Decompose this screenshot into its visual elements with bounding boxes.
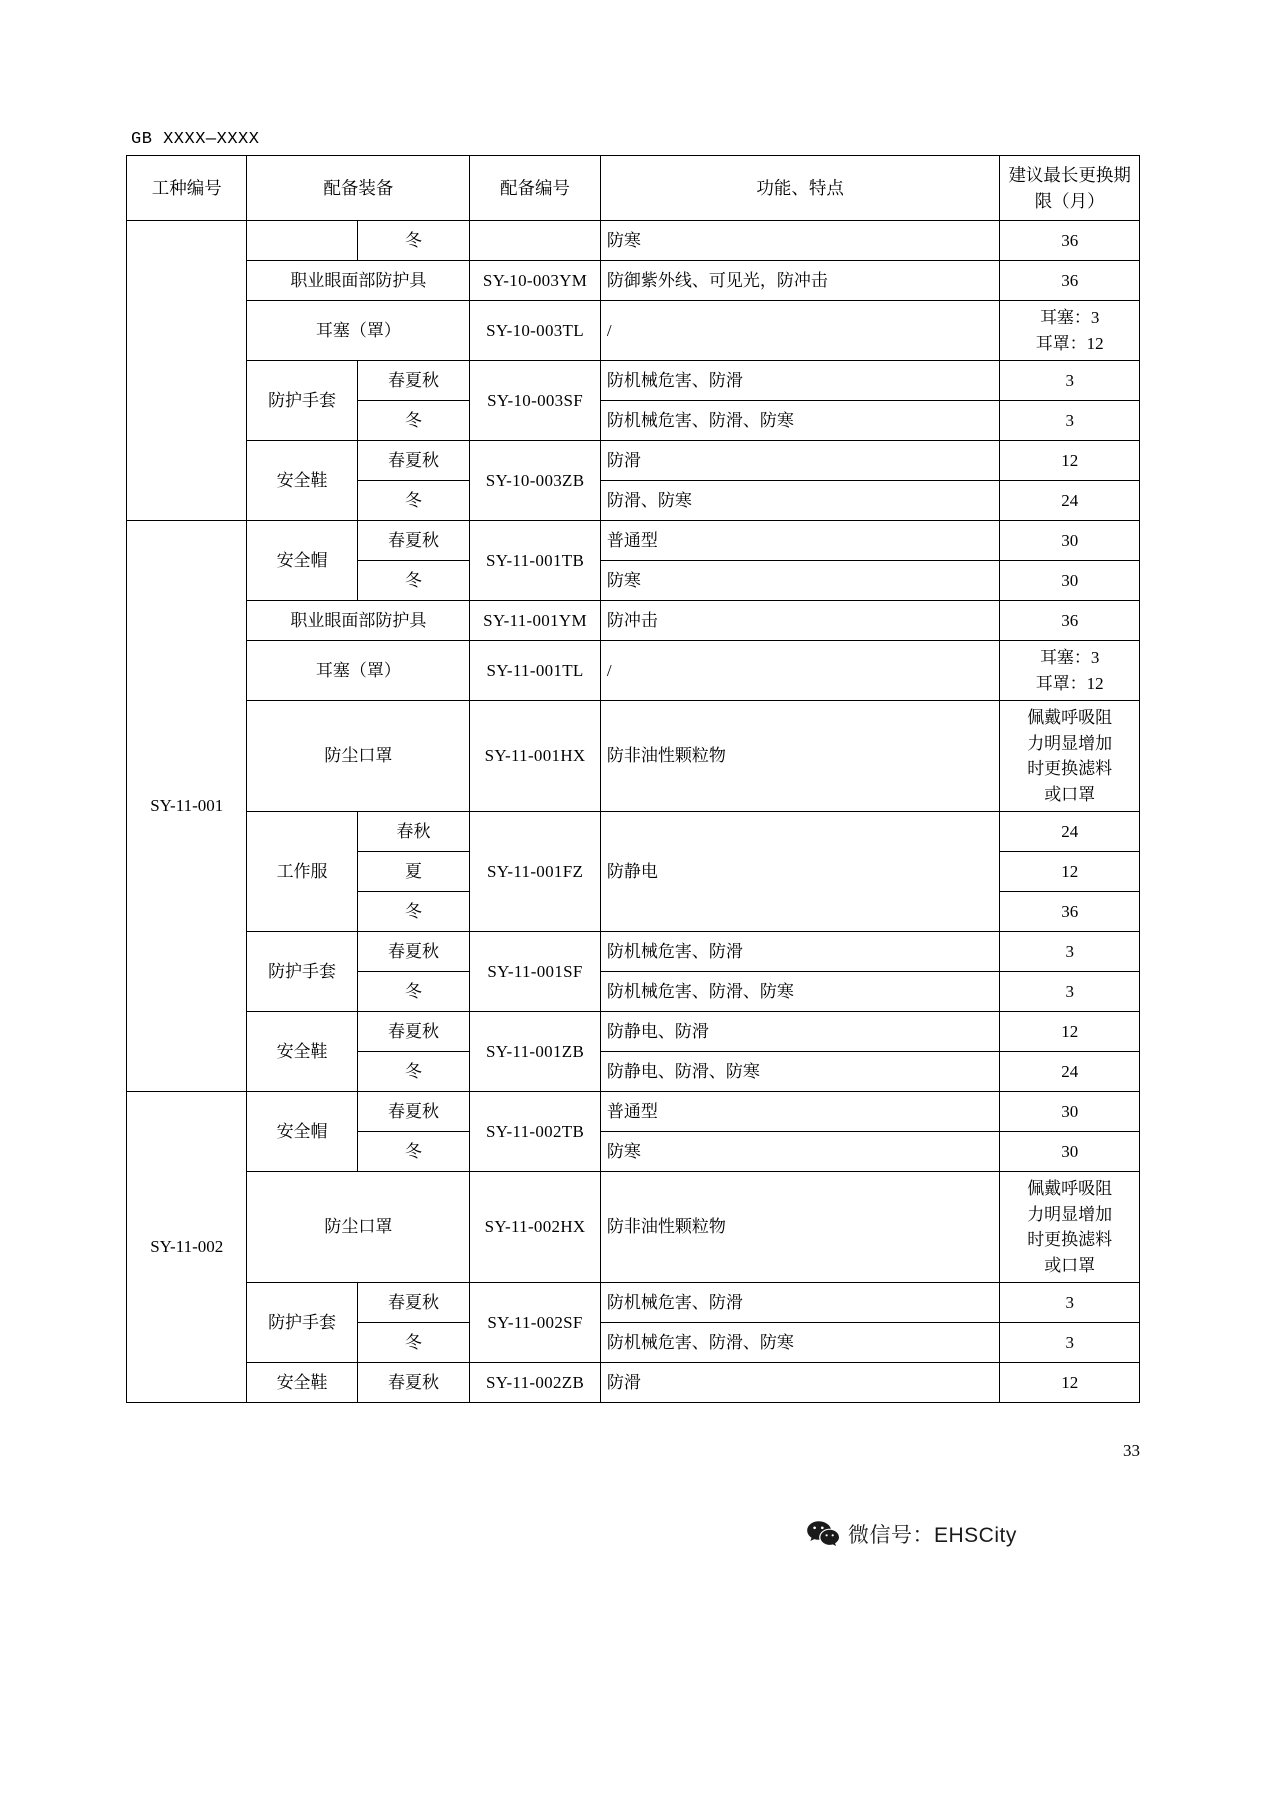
- cell-equipment-code: SY-10-003SF: [470, 361, 601, 441]
- table-row: [127, 1283, 1140, 1323]
- cell-season: 春夏秋: [357, 1363, 470, 1403]
- cell-equipment-code: SY-11-001TB: [470, 521, 601, 601]
- cell-period: 3: [1000, 932, 1140, 972]
- cell-equipment-code: SY-11-002SF: [470, 1283, 601, 1363]
- cell-period: 3: [1000, 1323, 1140, 1363]
- cell-function: 防寒: [600, 561, 1000, 601]
- cell-function: 防滑: [600, 441, 1000, 481]
- cell-period: 36: [1000, 892, 1140, 932]
- cell-equipment: 安全帽: [247, 521, 357, 601]
- table-row: [127, 221, 1140, 261]
- cell-period: 3: [1000, 972, 1140, 1012]
- cell-period: 36: [1000, 221, 1140, 261]
- cell-season: 春夏秋: [357, 1283, 470, 1323]
- cell-season: 冬: [357, 1052, 470, 1092]
- cell-period: 12: [1000, 441, 1140, 481]
- cell-equipment: 防尘口罩: [247, 701, 470, 812]
- cell-period: [1000, 301, 1140, 361]
- cell-function: 防冲击: [600, 601, 1000, 641]
- cell-function: 防非油性颗粒物: [600, 701, 1000, 812]
- cell-season: 春夏秋: [357, 932, 470, 972]
- cell-function: 防滑、防寒: [600, 481, 1000, 521]
- cell-period-line: 耳罩：12: [1035, 673, 1104, 693]
- table-row: [127, 932, 1140, 972]
- cell-function: 防静电: [600, 812, 1000, 932]
- cell-period-line: 佩戴呼吸阻: [1027, 708, 1113, 727]
- cell-equipment-code: SY-11-001FZ: [470, 812, 601, 932]
- cell-function: 防静电、防滑、防寒: [600, 1052, 1000, 1092]
- cell-equipment-code: SY-11-001ZB: [470, 1012, 601, 1092]
- cell-equipment-code: SY-11-001YM: [470, 601, 601, 641]
- cell-equipment-code: SY-10-003ZB: [470, 441, 601, 521]
- cell-season: 春夏秋: [357, 441, 470, 481]
- cell-season: 冬: [357, 1132, 470, 1172]
- cell-season: 冬: [357, 561, 470, 601]
- cell-equipment: 安全鞋: [247, 441, 357, 521]
- cell-period-line: 耳罩：12: [1035, 333, 1104, 353]
- footer-label-text: 微信号：: [848, 1524, 934, 1547]
- cell-period: 36: [1000, 601, 1140, 641]
- cell-equipment: 耳塞（罩）: [247, 641, 470, 701]
- cell-equipment: [247, 221, 357, 261]
- cell-equipment-code: SY-11-002ZB: [470, 1363, 601, 1403]
- cell-equipment-code: SY-10-003TL: [470, 301, 601, 361]
- table-header-row: [127, 156, 1140, 221]
- cell-job-code: SY-11-001: [127, 521, 247, 1092]
- cell-season: 夏: [357, 852, 470, 892]
- cell-season: 冬: [357, 972, 470, 1012]
- cell-period-line: 耳塞：3: [1039, 648, 1100, 667]
- col-header-job-code: 工种编号: [127, 156, 247, 221]
- cell-equipment: 安全鞋: [247, 1012, 357, 1092]
- col-header-equipment: 配备装备: [247, 156, 470, 221]
- cell-period-line: 时更换滤料: [1027, 1230, 1113, 1249]
- footer-watermark: [806, 1519, 1017, 1549]
- cell-period-line: 佩戴呼吸阻: [1027, 1179, 1113, 1198]
- cell-equipment-code: SY-11-002HX: [470, 1172, 601, 1283]
- cell-equipment: 防护手套: [247, 1283, 357, 1363]
- cell-season: 春夏秋: [357, 1012, 470, 1052]
- table-row: [127, 1172, 1140, 1283]
- cell-period: 24: [1000, 481, 1140, 521]
- table-row: [127, 441, 1140, 481]
- cell-period: [1000, 701, 1140, 812]
- table-row: [127, 521, 1140, 561]
- ppe-allocation-table: [126, 155, 1140, 1403]
- cell-function: 防滑: [600, 1363, 1000, 1403]
- cell-function: /: [600, 641, 1000, 701]
- cell-function: /: [600, 301, 1000, 361]
- table-row: [127, 601, 1140, 641]
- cell-equipment: 工作服: [247, 812, 357, 932]
- cell-function: 防机械危害、防滑: [600, 361, 1000, 401]
- cell-equipment: 耳塞（罩）: [247, 301, 470, 361]
- cell-period-line: 力明显增加: [1027, 1204, 1113, 1224]
- wechat-icon: [806, 1520, 840, 1548]
- cell-period: 30: [1000, 561, 1140, 601]
- cell-equipment-code: [470, 221, 601, 261]
- cell-function: 防机械危害、防滑、防寒: [600, 1323, 1000, 1363]
- cell-season: 春夏秋: [357, 521, 470, 561]
- cell-period: [1000, 1172, 1140, 1283]
- cell-function: 普通型: [600, 1092, 1000, 1132]
- cell-season: 冬: [357, 1323, 470, 1363]
- table-row: [127, 1012, 1140, 1052]
- cell-season: 春夏秋: [357, 361, 470, 401]
- cell-equipment: 职业眼面部防护具: [247, 601, 470, 641]
- cell-function: 防静电、防滑: [600, 1012, 1000, 1052]
- cell-period: 12: [1000, 852, 1140, 892]
- cell-period-line: 力明显增加: [1027, 733, 1113, 753]
- cell-period: 3: [1000, 361, 1140, 401]
- cell-function: 防寒: [600, 1132, 1000, 1172]
- footer-brand-text: EHSCity: [934, 1524, 1017, 1547]
- cell-period-line: 时更换滤料: [1027, 759, 1113, 778]
- cell-function: 防非油性颗粒物: [600, 1172, 1000, 1283]
- cell-period-line: 或口罩: [1044, 1255, 1096, 1275]
- cell-period: 12: [1000, 1363, 1140, 1403]
- cell-season: 春秋: [357, 812, 470, 852]
- cell-season: 冬: [357, 892, 470, 932]
- page-number: 33: [1123, 1441, 1140, 1460]
- cell-period-line: 或口罩: [1044, 784, 1096, 804]
- cell-job-code: SY-11-002: [127, 1092, 247, 1403]
- table-row: [127, 1363, 1140, 1403]
- cell-equipment: 防尘口罩: [247, 1172, 470, 1283]
- cell-equipment: 防护手套: [247, 361, 357, 441]
- table-row: [127, 812, 1140, 852]
- cell-equipment-code: SY-11-002TB: [470, 1092, 601, 1172]
- cell-season: 冬: [357, 481, 470, 521]
- cell-period: 30: [1000, 1092, 1140, 1132]
- cell-function: 防机械危害、防滑: [600, 932, 1000, 972]
- cell-equipment-code: SY-10-003YM: [470, 261, 601, 301]
- cell-period: 30: [1000, 1132, 1140, 1172]
- table-row: [127, 1092, 1140, 1132]
- cell-function: 防机械危害、防滑、防寒: [600, 972, 1000, 1012]
- cell-period-line: 耳塞：3: [1039, 308, 1100, 327]
- col-header-function: 功能、特点: [600, 156, 1000, 221]
- cell-period: 24: [1000, 812, 1140, 852]
- cell-function: 防御紫外线、可见光，防冲击: [600, 261, 1000, 301]
- standard-code-header: GB XXXX—XXXX: [131, 130, 260, 149]
- cell-period: 3: [1000, 1283, 1140, 1323]
- cell-function: 防机械危害、防滑、防寒: [600, 401, 1000, 441]
- col-header-equipment-code: 配备编号: [470, 156, 601, 221]
- cell-equipment: 安全鞋: [247, 1363, 357, 1403]
- footer-wechat-label: [848, 1519, 1017, 1549]
- cell-equipment: 安全帽: [247, 1092, 357, 1172]
- cell-period: 3: [1000, 401, 1140, 441]
- cell-period: 12: [1000, 1012, 1140, 1052]
- cell-equipment-code: SY-11-001TL: [470, 641, 601, 701]
- cell-job-code: [127, 221, 247, 521]
- cell-season: 春夏秋: [357, 1092, 470, 1132]
- table-row: [127, 261, 1140, 301]
- cell-period: 36: [1000, 261, 1140, 301]
- cell-equipment-code: SY-11-001SF: [470, 932, 601, 1012]
- cell-equipment-code: SY-11-001HX: [470, 701, 601, 812]
- cell-function: 防机械危害、防滑: [600, 1283, 1000, 1323]
- col-header-period: 建议最长更换期限（月）: [1000, 156, 1140, 221]
- table-row: [127, 301, 1140, 361]
- cell-equipment: 职业眼面部防护具: [247, 261, 470, 301]
- cell-equipment: 防护手套: [247, 932, 357, 1012]
- cell-season: 冬: [357, 401, 470, 441]
- table-row: [127, 641, 1140, 701]
- cell-period: 24: [1000, 1052, 1140, 1092]
- cell-period: [1000, 641, 1140, 701]
- cell-period: 30: [1000, 521, 1140, 561]
- table-row: [127, 361, 1140, 401]
- table-row: [127, 701, 1140, 812]
- cell-function: 普通型: [600, 521, 1000, 561]
- cell-function: 防寒: [600, 221, 1000, 261]
- cell-season: 冬: [357, 221, 470, 261]
